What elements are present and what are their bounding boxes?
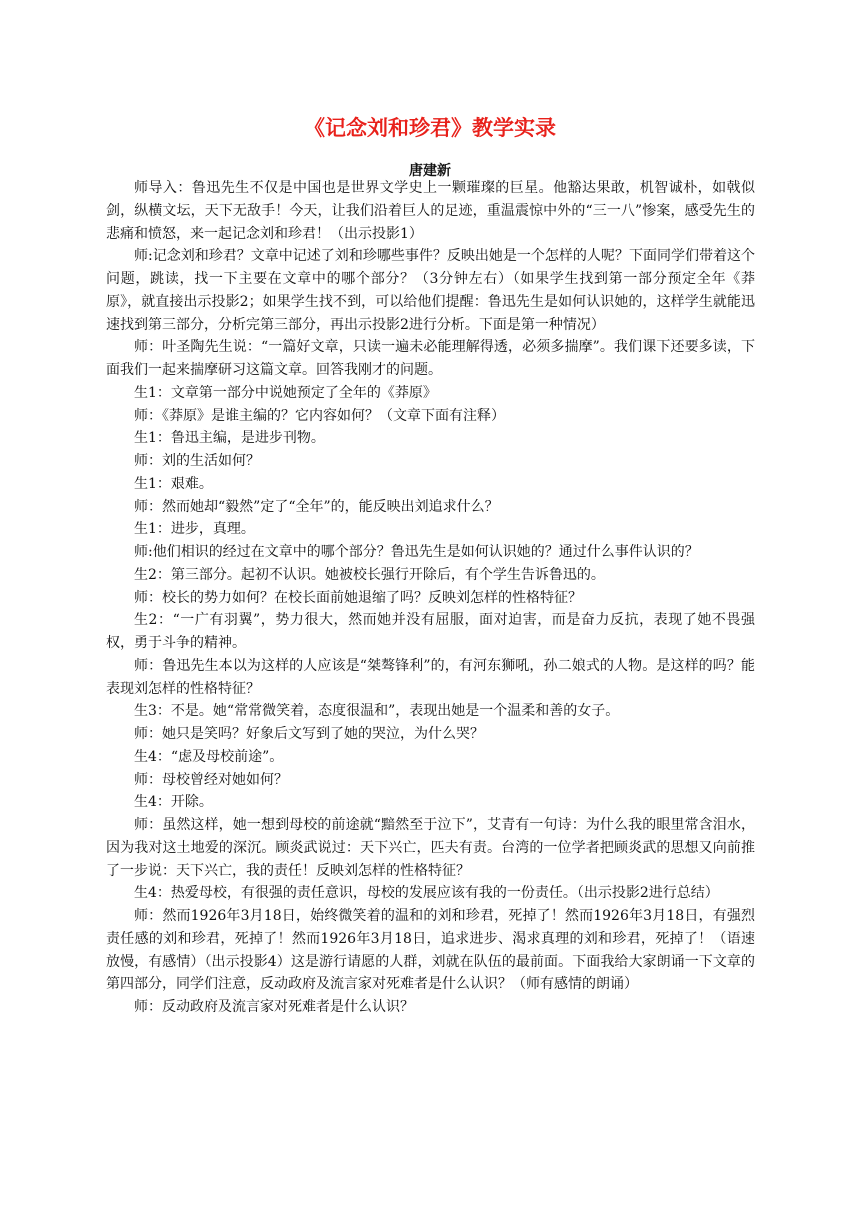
article-body (106, 177, 755, 1019)
paragraph: 生3：不是。她“常常微笑着，态度很温和”，表现出她是一个温柔和善的女子。 (134, 703, 620, 720)
paragraph: 生4：热爱母校，有很强的责任意识，母校的发展应该有我的一份责任。（出示投影2进行总结） (134, 885, 719, 902)
paragraph: 生1：鲁迅主编，是进步刊物。 (134, 430, 325, 447)
paragraph: 生1：进步，真理。 (134, 521, 255, 538)
paragraph: 师导入：鲁迅先生不仅是中国也是世界文学史上一颗璀璨的巨星。他豁达果敢，机智诚朴，如戟似剑，纵横文坛，天下无敌手！今天，让我们沿着巨人的足迹，重温震惊中外的“三一八”惨案，感受先生的悲痛和愤怒，来一起记念刘和珍君！（出示投影1） (106, 180, 755, 242)
author-name: 唐建新 (409, 163, 451, 179)
paragraph: 师:他们相识的经过在文章中的哪个部分？鲁迅先生是如何认识她的？通过什么事件认识的？ (134, 544, 699, 560)
paragraph: 师：然而1926年3月18日，始终微笑着的温和的刘和珍君，死掉了！然而1926年3月18日，有强烈责任感的刘和珍君，死掉了！然而1926年3月18日，追求进步、渴求真理的刘和珍君，死掉了！（语速放慢，有感情）（出示投影4）这是游行请愿的人群，刘就在队伍的最前面。下面我给大家朗诵一下文章的第四部分，同学们注意，反动政府及流言家对死难者是什么认识？（师有感情的朗诵） (106, 908, 755, 993)
paragraph: 生2：“一广有羽翼”，势力很大，然而她并没有屈服，面对迫害，而是奋力反抗，表现了她不畏强权，勇于斗争的精神。 (106, 612, 755, 651)
paragraph: 生2：第三部分。起初不认识。她被校长强行开除后，有个学生告诉鲁迅的。 (134, 566, 605, 583)
paragraph: 生4：开除。 (134, 794, 213, 811)
paragraph: 生4：“虑及母校前途”。 (134, 748, 284, 765)
paragraph: 师：虽然这样，她一想到母校的前途就“黯然至于泣下”，艾青有一句诗：为什么我的眼里常含泪水，因为我对这土地爱的深沉。顾炎武说过：天下兴亡，匹夫有责。台湾的一位学者把顾炎武的思想又向前推了一步说：天下兴亡，我的责任！反映刘怎样的性格特征？ (106, 817, 755, 879)
paragraph: 师：鲁迅先生本以为这样的人应该是“桀骜锋利”的，有河东狮吼，孙二娘式的人物。是这样的吗？能表现刘怎样的性格特征？ (106, 657, 755, 697)
page-title: 《记念刘和珍君》教学实录 (304, 116, 556, 140)
paragraph: 师：刘的生活如何？ (134, 453, 260, 469)
paragraph: 师：反动政府及流言家对死难者是什么认识？ (134, 999, 414, 1015)
paragraph: 师:记念刘和珍君？文章中记述了刘和珍哪些事件？反映出她是一个怎样的人呢？下面同学们带着这个问题，跳读，找一下主要在文章中的哪个部分？（3分钟左右）（如果学生找到第一部分预定全年《莽原》，就直接出示投影2；如果学生找不到，可以给他们提醒：鲁迅先生是如何认识她的，这样学生就能迅速找到第三部分，分析完第三部分，再出示投影2进行分析。下面是第一种情况） (106, 248, 755, 333)
paragraph: 生1：艰难。 (134, 475, 213, 492)
paragraph: 师：母校曾经对她如何？ (134, 771, 288, 788)
paragraph: 师：她只是笑吗？好象后文写到了她的哭泣，为什么哭？ (134, 726, 484, 742)
paragraph: 生1：文章第一部分中说她预定了全年的《莽原》 (134, 384, 437, 401)
paragraph: 师：校长的势力如何？在校长面前她退缩了吗？反映刘怎样的性格特征？ (134, 589, 582, 606)
paragraph: 师：然而她却“毅然”定了“全年”的，能反映出刘追求什么？ (134, 498, 499, 515)
paragraph: 师：《莽原》是谁主编的？它内容如何？（文章下面有注释） (134, 407, 505, 424)
paragraph: 师：叶圣陶先生说：“一篇好文章，只读一遍未必能理解得透，必须多揣摩”。我们课下还要多读，下面我们一起来揣摩研习这篇文章。回答我刚才的问题。 (106, 339, 755, 378)
